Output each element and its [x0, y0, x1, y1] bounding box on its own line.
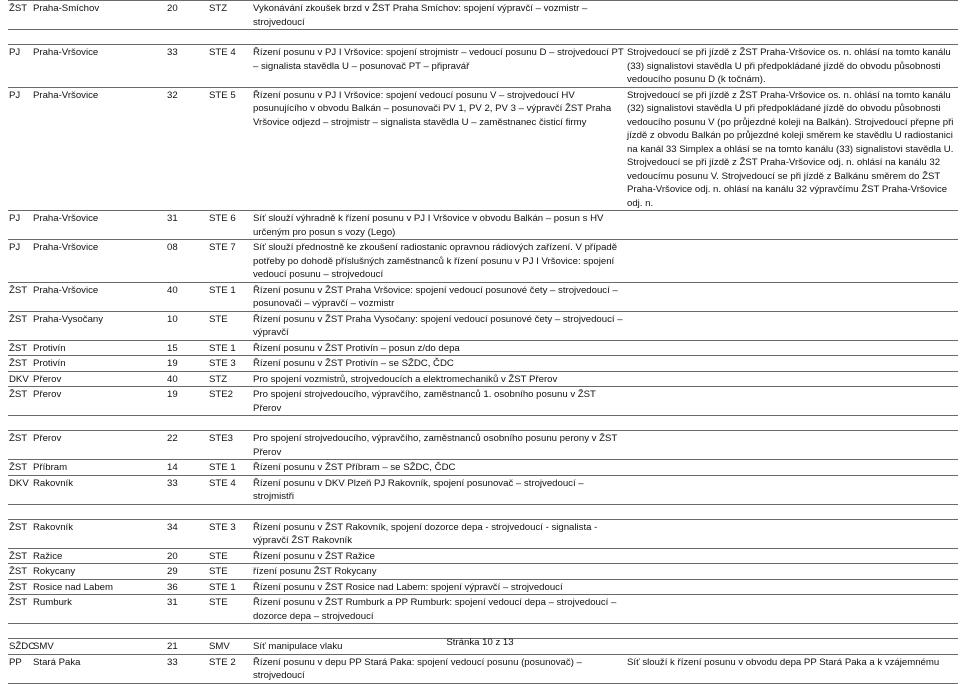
row-type-cell: DKV: [8, 475, 32, 504]
row-note-cell: Strojvedoucí se při jízdě z ŽST Praha-Vršovice os. n. ohlásí na tomto kanálu (32) signalistovi stavědla U při předpokládané jízdě do obvodu působnosti vedoucího posunu V (po průjezdné koleji na Balkán). Strojvedoucí přepne při jízdě z obvodu Balkán po průjezdné koleji směrem ke stavědlu U radiostanici na kanál 33 Simplex a ohlásí se na tomto kanálu (33) signalistovi stavědla U. Strojvedoucí se při jízdě z ŽST Praha-Vršovice odj. n. ohlásí na kanálu 32 vedoucímu posunu V. Strojvedoucí se při jízdě z Balkánu směrem do ŽST Praha-Vršovice odj. n. ohlásí na kanálu 32 výpravčímu ŽST Praha-Vršovice odj. n.: [626, 87, 958, 211]
table-row: [8, 282, 958, 311]
row-note-cell: Síť slouží k řízení posunu v obvodu depa PP Stará Paka a k vzájemnému: [626, 654, 958, 683]
table-row: [8, 595, 958, 624]
row-channel-cell: 10: [166, 311, 208, 340]
row-note-cell: [626, 282, 958, 311]
row-station-cell: Praha-Vršovice: [32, 45, 166, 88]
row-note-cell: [626, 356, 958, 372]
row-spacer: [8, 504, 958, 519]
row-ste-cell: STE3: [208, 431, 252, 460]
row-note-cell: [626, 211, 958, 240]
row-type-cell: ŽST: [8, 282, 32, 311]
row-ste-cell: STE 7: [208, 240, 252, 283]
row-channel-cell: 14: [166, 460, 208, 476]
row-type-cell: ŽST: [8, 564, 32, 580]
row-ste-cell: STE: [208, 564, 252, 580]
row-ste-cell: STE: [208, 548, 252, 564]
table-row: [8, 519, 958, 548]
table-row: [8, 371, 958, 387]
row-ste-cell: STE 6: [208, 211, 252, 240]
row-note-cell: [626, 564, 958, 580]
row-description-cell: Vykonávání zkoušek brzd v ŽST Praha Smíchov: spojení výpravčí – vozmistr – strojvedoucí: [252, 1, 626, 30]
row-description-cell: Řízení posunu v ŽST Rosice nad Labem: spojení výpravčí – strojvedoucí: [252, 579, 626, 595]
table-row: [8, 311, 958, 340]
row-ste-cell: STE 1: [208, 340, 252, 356]
row-station-cell: Rumburk: [32, 595, 166, 624]
row-type-cell: ŽST: [8, 519, 32, 548]
row-channel-cell: 32: [166, 87, 208, 211]
row-ste-cell: STZ: [208, 1, 252, 30]
spacer-cell: [8, 30, 958, 45]
row-ste-cell: STE 3: [208, 356, 252, 372]
row-note-cell: [626, 519, 958, 548]
row-ste-cell: STE2: [208, 387, 252, 416]
row-channel-cell: 20: [166, 1, 208, 30]
row-description-cell: Řízení posunu v PJ I Vršovice: spojení vedoucí posunu V – strojvedoucí HV posunujícího v obvodu Balkán – posunovači PV 1, PV 2, PV 3 – výpravčí ŽST Praha Vršovice odjezd – strojmistr – signalista stavědla U – zaměstnanec čisticí firmy: [252, 87, 626, 211]
row-type-cell: ŽST: [8, 1, 32, 30]
row-description-cell: Řízení posunu v ŽST Rakovník, spojení dozorce depa - strojvedoucí - signalista - výpravčí ŽST Rakovník: [252, 519, 626, 548]
row-note-cell: [626, 387, 958, 416]
row-station-cell: Stará Paka: [32, 654, 166, 683]
row-ste-cell: STE 1: [208, 579, 252, 595]
row-channel-cell: 36: [166, 579, 208, 595]
row-note-cell: [626, 340, 958, 356]
table-row: [8, 1, 958, 30]
row-station-cell: Příbram: [32, 460, 166, 476]
row-channel-cell: 33: [166, 475, 208, 504]
row-description-cell: Síť slouží přednostně ke zkoušení radiostanic opravnou rádiových zařízení. V případě potřeby po dohodě příslušných zaměstnanců k řízení posunu v PJ I Vršovice: spojení vedoucí posunu – strojvedoucí: [252, 240, 626, 283]
row-station-cell: Praha-Vršovice: [32, 240, 166, 283]
page-footer: Stránka 10 z 13: [446, 637, 514, 648]
table-row: [8, 579, 958, 595]
row-note-cell: [626, 311, 958, 340]
row-note-cell: [626, 579, 958, 595]
row-channel-cell: 15: [166, 340, 208, 356]
row-ste-cell: STE 3: [208, 519, 252, 548]
row-description-cell: Řízení posunu v ŽST Protivín – posun z/do depa: [252, 340, 626, 356]
spacer-cell: [8, 504, 958, 519]
row-description-cell: Řízení posunu v ŽST Příbram – se SŽDC, ČDC: [252, 460, 626, 476]
table-row: [8, 564, 958, 580]
row-station-cell: Rakovník: [32, 519, 166, 548]
row-channel-cell: 31: [166, 595, 208, 624]
row-description-cell: Síť manipulace vlaku: [252, 639, 626, 655]
row-station-cell: Praha-Vršovice: [32, 211, 166, 240]
row-note-cell: [626, 460, 958, 476]
table-row: [8, 45, 958, 88]
row-ste-cell: STE 1: [208, 460, 252, 476]
row-channel-cell: 34: [166, 519, 208, 548]
row-description-cell: Pro spojení vozmistrů, strojvedoucích a elektromechaniků v ŽST Přerov: [252, 371, 626, 387]
table-row: [8, 431, 958, 460]
table-row: [8, 475, 958, 504]
row-channel-cell: 19: [166, 356, 208, 372]
row-ste-cell: STE 1: [208, 282, 252, 311]
row-channel-cell: 22: [166, 431, 208, 460]
row-type-cell: ŽST: [8, 460, 32, 476]
row-description-cell: Pro spojení strojvedoucího, výpravčího, zaměstnanců osobního posunu perony v ŽST Přerov: [252, 431, 626, 460]
row-ste-cell: STE: [208, 311, 252, 340]
row-station-cell: Praha-Vršovice: [32, 282, 166, 311]
row-channel-cell: 21: [166, 639, 208, 655]
table-row: [8, 340, 958, 356]
row-type-cell: ŽST: [8, 311, 32, 340]
row-type-cell: ŽST: [8, 595, 32, 624]
row-note-cell: [626, 548, 958, 564]
row-description-cell: Řízení posunu v ŽST Ražice: [252, 548, 626, 564]
row-type-cell: ŽST: [8, 548, 32, 564]
row-channel-cell: 40: [166, 282, 208, 311]
table-row: [8, 356, 958, 372]
row-description-cell: Řízení posunu v DKV Plzeň PJ Rakovník, spojení posunovač – strojvedoucí – strojmistři: [252, 475, 626, 504]
row-type-cell: PJ: [8, 45, 32, 88]
row-station-cell: Rokycany: [32, 564, 166, 580]
row-station-cell: Protivín: [32, 340, 166, 356]
row-note-cell: [626, 240, 958, 283]
row-ste-cell: STE 5: [208, 87, 252, 211]
table-row: [8, 654, 958, 683]
spacer-cell: [8, 416, 958, 431]
row-type-cell: ŽST: [8, 340, 32, 356]
row-description-cell: Řízení posunu v ŽST Praha Vysočany: spojení vedoucí posunové čety – strojvedoucí – výpravčí: [252, 311, 626, 340]
row-type-cell: SŽDC: [8, 639, 32, 655]
table-row: [8, 211, 958, 240]
row-channel-cell: 20: [166, 548, 208, 564]
row-station-cell: Praha-Vysočany: [32, 311, 166, 340]
row-station-cell: Rosice nad Labem: [32, 579, 166, 595]
row-type-cell: ŽST: [8, 356, 32, 372]
row-station-cell: Rakovník: [32, 475, 166, 504]
row-station-cell: Praha-Smíchov: [32, 1, 166, 30]
row-description-cell: Řízení posunu v PJ I Vršovice: spojení strojmistr – vedoucí posunu D – strojvedoucí PT – signalista stavědla U – posunovač PT – připravář: [252, 45, 626, 88]
row-note-cell: [626, 1, 958, 30]
row-channel-cell: 31: [166, 211, 208, 240]
row-channel-cell: 08: [166, 240, 208, 283]
row-station-cell: Přerov: [32, 371, 166, 387]
row-note-cell: [626, 431, 958, 460]
row-note-cell: [626, 475, 958, 504]
row-channel-cell: 40: [166, 371, 208, 387]
row-description-cell: Řízení posunu v ŽST Protivín – se SŽDC, ČDC: [252, 356, 626, 372]
row-channel-cell: 33: [166, 45, 208, 88]
row-ste-cell: SMV: [208, 639, 252, 655]
row-description-cell: Síť slouží výhradně k řízení posunu v PJ I Vršovice v obvodu Balkán – posun s HV určeným pro posun s vozy (Lego): [252, 211, 626, 240]
row-type-cell: PJ: [8, 240, 32, 283]
row-spacer: [8, 416, 958, 431]
table-body: [8, 1, 958, 684]
row-ste-cell: STE 4: [208, 475, 252, 504]
row-station-cell: Přerov: [32, 431, 166, 460]
row-channel-cell: 33: [166, 654, 208, 683]
row-ste-cell: STE: [208, 595, 252, 624]
row-station-cell: Praha-Vršovice: [32, 87, 166, 211]
row-channel-cell: 29: [166, 564, 208, 580]
row-channel-cell: 19: [166, 387, 208, 416]
row-note-cell: [626, 371, 958, 387]
row-ste-cell: STE 2: [208, 654, 252, 683]
radio-channel-table: [8, 0, 958, 684]
table-row: [8, 460, 958, 476]
row-type-cell: DKV: [8, 371, 32, 387]
row-ste-cell: STE 4: [208, 45, 252, 88]
row-description-cell: Řízení posunu v ŽST Praha Vršovice: spojení vedoucí posunové čety – strojvedoucí – posunovači – výpravčí – vozmistr: [252, 282, 626, 311]
row-type-cell: PJ: [8, 211, 32, 240]
table-row: [8, 87, 958, 211]
row-description-cell: řízení posunu ŽST Rokycany: [252, 564, 626, 580]
row-station-cell: Ražice: [32, 548, 166, 564]
row-type-cell: PP: [8, 654, 32, 683]
row-description-cell: Řízení posunu v depu PP Stará Paka: spojení vedoucí posunu (posunovač) – strojvedoucí: [252, 654, 626, 683]
row-type-cell: PJ: [8, 87, 32, 211]
table-row: [8, 548, 958, 564]
table-row: [8, 240, 958, 283]
row-ste-cell: STZ: [208, 371, 252, 387]
row-spacer: [8, 30, 958, 45]
row-type-cell: ŽST: [8, 387, 32, 416]
row-type-cell: ŽST: [8, 579, 32, 595]
row-description-cell: Řízení posunu v ŽST Rumburk a PP Rumburk: spojení vedoucí depa – strojvedoucí – dozorce depa – strojvedoucí: [252, 595, 626, 624]
row-note-cell: Strojvedoucí se při jízdě z ŽST Praha-Vršovice os. n. ohlásí na tomto kanálu (33) signalistovi stavědla U při předpokládané jízdě do obvodu působnosti vedoucího posunu D (k točnám).: [626, 45, 958, 88]
row-station-cell: Protivín: [32, 356, 166, 372]
table-row: [8, 387, 958, 416]
row-station-cell: SMV: [32, 639, 166, 655]
row-description-cell: Pro spojení strojvedoucího, výpravčího, zaměstnanců 1. osobního posunu v ŽST Přerov: [252, 387, 626, 416]
row-type-cell: ŽST: [8, 431, 32, 460]
row-station-cell: Přerov: [32, 387, 166, 416]
row-note-cell: [626, 595, 958, 624]
